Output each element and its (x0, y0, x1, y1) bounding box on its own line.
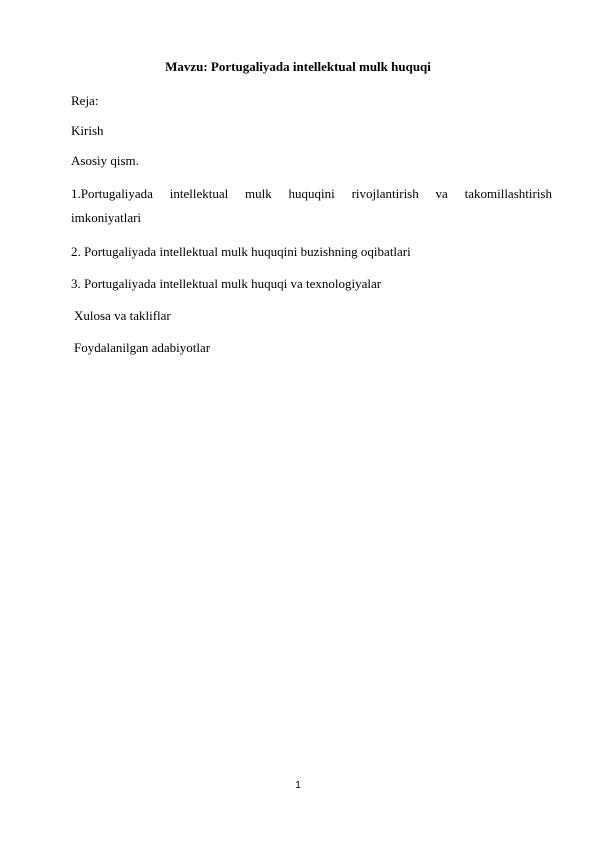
plan-item-3: 3. Portugaliyada intellektual mulk huquqi va texnologiyalar (71, 276, 382, 291)
references-item: Foydalanilgan adabiyotlar (74, 340, 211, 355)
plan-item-2: 2. Portugaliyada intellektual mulk huquqini buzishning oqibatlari (71, 244, 411, 259)
main-part-item: Asosiy qism. (71, 153, 139, 168)
plan-item-1-line-1: 1.Portugaliyada intellektual mulk huquqini rivojlantirish va takomillashtirish (71, 186, 552, 201)
intro-item: Kirish (71, 123, 104, 138)
page-number: 1 (295, 780, 301, 791)
conclusion-item: Xulosa va takliflar (74, 308, 171, 323)
plan-item-1-line-2: imkoniyatlari (71, 210, 142, 225)
plan-label: Reja: (71, 93, 99, 108)
document-title: Mavzu: Portugaliyada intellektual mulk huquqi (165, 59, 431, 74)
